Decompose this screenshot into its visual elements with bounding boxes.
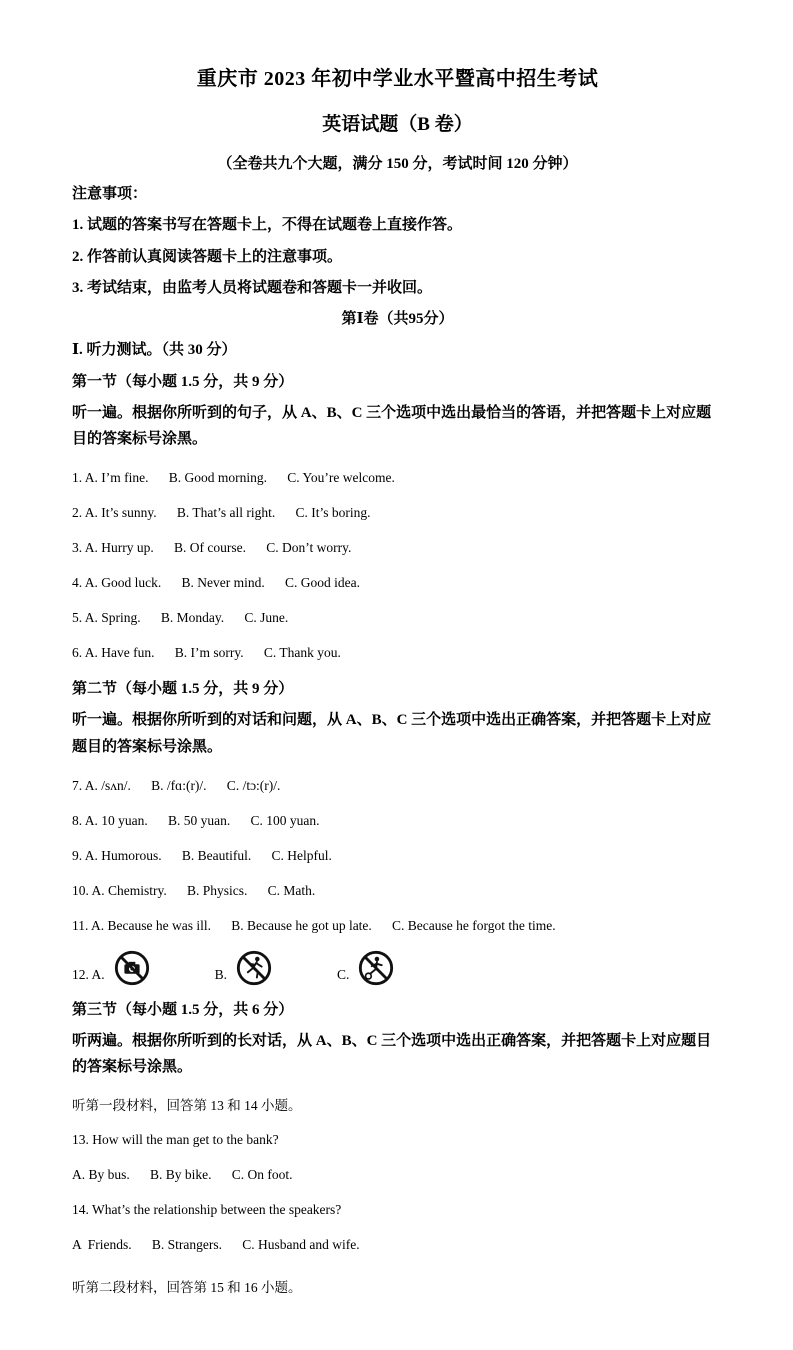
question-13-options: A. By bus. B. By bike. C. On foot. (72, 1167, 293, 1183)
question-14: 14. What’s the relationship between the speakers? (72, 1202, 342, 1218)
notice-item-1: 1. 试题的答案书写在答题卡上，不得在试题卷上直接作答。 (72, 217, 463, 234)
listening-heading: Ⅰ. 听力测试。（共 30 分） (72, 342, 237, 359)
question-11: 11. A. Because he was ill. B. Because he got up late. C. Because he forgot the time. (72, 917, 556, 933)
question-8: 8. A. 10 yuan. B. 50 yuan. C. 100 yuan. (72, 812, 320, 828)
question-1: 1. A. I’m fine. B. Good morning. C. You’re welcome. (72, 470, 395, 486)
no-ball-games-icon (357, 949, 395, 987)
doc-subtitle: 英语试题（B 卷） (322, 114, 473, 135)
question-7: 7. A. /sʌn/. B. /fɑ:(r)/. C. /tɔ:(r)/. (72, 777, 281, 793)
question-3: 3. A. Hurry up. B. Of course. C. Don’t worry. (72, 540, 352, 556)
material-2-note: 听第二段材料，回答第 15 和 16 小题。 (72, 1280, 302, 1296)
question-2: 2. A. It’s sunny. B. That’s all right. C. It’s boring. (72, 505, 371, 521)
question-13: 13. How will the man get to the bank? (72, 1132, 279, 1148)
section1-heading: 第一节（每小题 1.5 分，共 9 分） (72, 373, 294, 390)
question-9: 9. A. Humorous. B. Beautiful. C. Helpful. (72, 847, 332, 863)
notice-item-3: 3. 考试结束，由监考人员将试题卷和答题卡一并收回。 (72, 279, 433, 296)
question-5: 5. A. Spring. B. Monday. C. June. (72, 610, 289, 626)
question-12-label-c: C. (337, 966, 350, 982)
question-14-options: A Friends. B. Strangers. C. Husband and wife. (72, 1237, 360, 1253)
notices-heading: 注意事项： (72, 186, 148, 202)
question-12-label-a: 12. A. (72, 966, 105, 982)
question-12-label-b: B. (214, 966, 228, 982)
material-1-note: 听第一段材料，回答第 13 和 14 小题。 (72, 1098, 302, 1114)
section3-heading: 第三节（每小题 1.5 分，共 6 分） (72, 1001, 294, 1018)
section1-instruction: 听一遍。根据你所听到的句子，从 A、B、C 三个选项中选出最恰当的答语，并把答题卡上对应题目的答案标号涂黑。 (72, 404, 712, 447)
no-running-icon (235, 949, 273, 987)
question-12 (72, 949, 723, 985)
question-10: 10. A. Chemistry. B. Physics. C. Math. (72, 882, 316, 898)
section2-instruction: 听一遍。根据你所听到的对话和问题，从 A、B、C 三个选项中选出正确答案，并把答题卡上对应题目的答案标号涂黑。 (72, 712, 712, 755)
notice-item-2: 2. 作答前认真阅读答题卡上的注意事项。 (72, 248, 343, 265)
section2-heading: 第二节（每小题 1.5 分，共 9 分） (72, 681, 294, 698)
question-4: 4. A. Good luck. B. Never mind. C. Good idea. (72, 575, 360, 591)
no-photography-icon (113, 949, 151, 987)
doc-title: 重庆市 2023 年初中学业水平暨高中招生考试 (196, 68, 599, 90)
volume-heading: 第Ⅰ卷（共95分） (341, 311, 454, 327)
doc-meta: （全卷共九个大题，满分 150 分，考试时间 120 分钟） (217, 156, 578, 172)
question-6: 6. A. Have fun. B. I’m sorry. C. Thank you. (72, 645, 341, 661)
section3-instruction: 听两遍。根据你所听到的长对话，从 A、B、C 三个选项中选出正确答案，并把答题卡上对应题目的答案标号涂黑。 (72, 1032, 712, 1076)
